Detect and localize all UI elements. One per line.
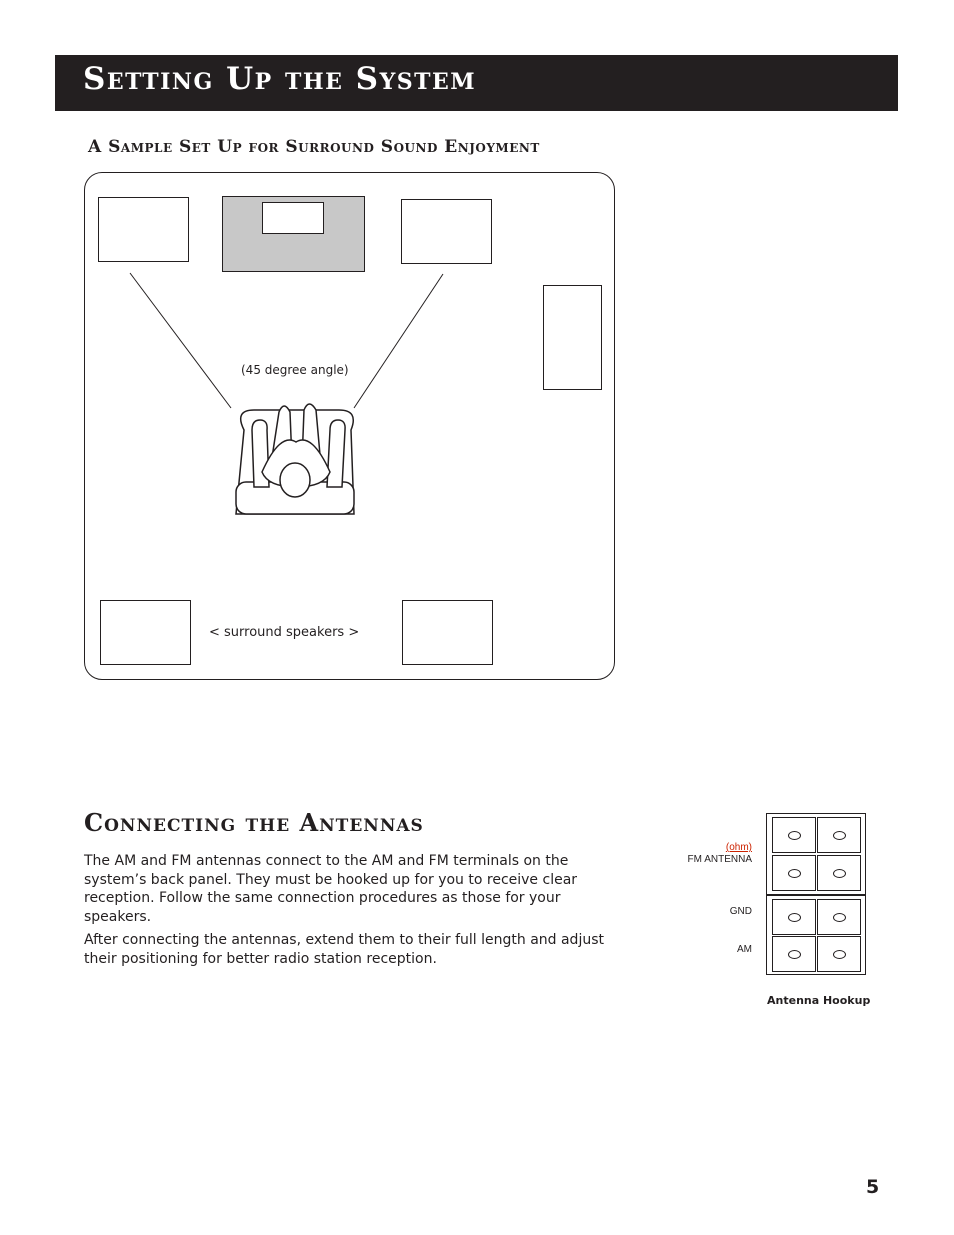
terminal-cell [817,855,861,891]
terminal-hole-icon [788,913,801,922]
ohm-label: (ohm) [725,842,752,853]
am-label: AM [737,944,752,955]
header-bar [55,55,898,111]
terminal-hole-icon [833,950,846,959]
terminal-cell [772,817,816,853]
terminal-cell [817,817,861,853]
paragraph: The AM and FM antennas connect to the AM and FM terminals on the system’s back panel. They must be hooked up for you to receive clear reception. Follow the same connection procedures as those for your speakers. [84,853,578,925]
gnd-label: GND [729,906,752,917]
antenna-hookup-caption: Antenna Hookup [767,994,871,1007]
am-terminal-block [766,895,866,975]
page-number: 5 [866,1176,880,1198]
section-title: Connecting the Antennas [84,808,424,837]
diagram-title: A Sample Set Up for Surround Sound Enjoyment [88,137,540,157]
fm-terminal-block [766,813,866,895]
terminal-cell [817,899,861,935]
terminal-cell [817,936,861,972]
terminal-cell [772,899,816,935]
antenna-instructions [84,852,614,973]
terminal-cell [772,855,816,891]
terminal-hole-icon [788,869,801,878]
paragraph: After connecting the antennas, extend them to their full length and adjust their positioning for better radio station reception. [84,932,604,967]
angle-label: (45 degree angle) [241,363,349,377]
listening-diagram [84,172,615,680]
terminal-cell [772,936,816,972]
surround-speakers-label: < surround speakers > [209,625,360,640]
left-angle-line [130,273,231,408]
fm-antenna-label: FM ANTENNA [687,854,752,865]
right-angle-line [354,274,443,408]
terminal-hole-icon [833,913,846,922]
listener-chair-icon [236,404,354,514]
terminal-hole-icon [833,831,846,840]
terminal-hole-icon [788,831,801,840]
terminal-hole-icon [833,869,846,878]
page-title: Setting Up the System [83,61,477,97]
terminal-hole-icon [788,950,801,959]
